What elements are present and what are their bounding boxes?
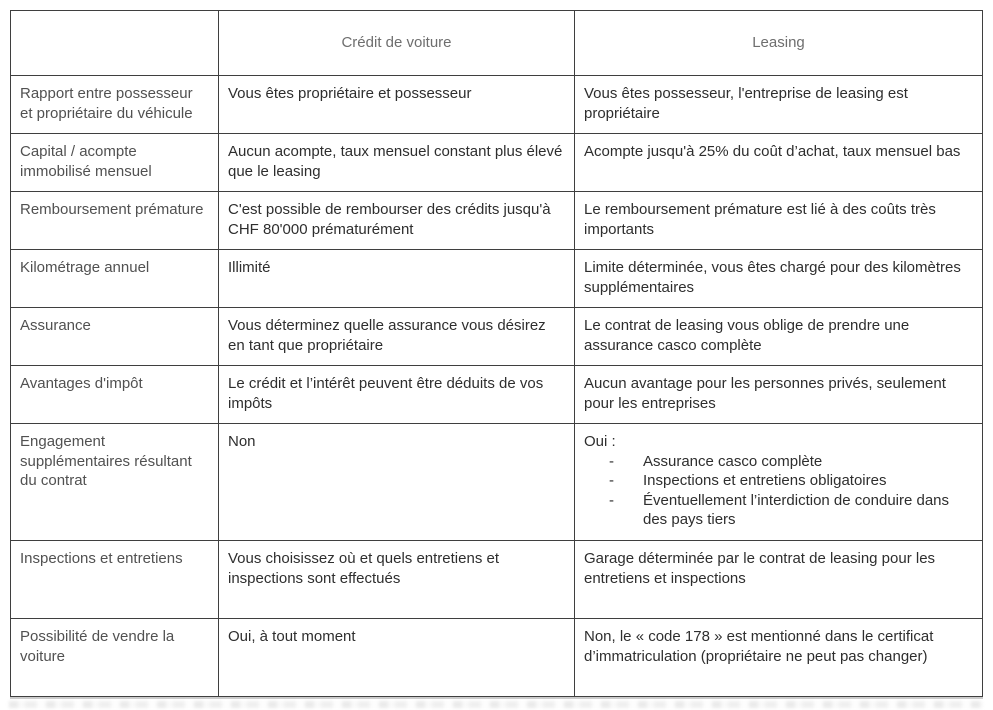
credit-cell: Aucun acompte, taux mensuel constant plus élevé que le leasing xyxy=(219,134,575,192)
row-label: Inspections et entretiens xyxy=(11,541,219,619)
credit-cell: Illimité xyxy=(219,250,575,308)
table-row xyxy=(11,250,983,308)
header-cell-leasing: Leasing xyxy=(575,11,983,76)
table-row xyxy=(11,366,983,424)
list-item: - Inspections et entretiens obligatoires xyxy=(584,471,972,491)
table-row xyxy=(11,134,983,192)
row-label: Assurance xyxy=(11,308,219,366)
credit-cell: Vous choisissez où et quels entretiens et inspections sont effectués xyxy=(219,541,575,619)
table-row xyxy=(11,308,983,366)
leasing-cell: Acompte jusqu'à 25% du coût d’achat, taux mensuel bas xyxy=(575,134,983,192)
row-label: Possibilité de vendre la voiture xyxy=(11,619,219,697)
leasing-cell: Le remboursement prémature est lié à des coûts très importants xyxy=(575,192,983,250)
row-label: Kilométrage annuel xyxy=(11,250,219,308)
row-label: Remboursement prémature xyxy=(11,192,219,250)
cropped-text-remnant xyxy=(9,701,983,708)
leasing-cell: Aucun avantage pour les personnes privés, seulement pour les entreprises xyxy=(575,366,983,424)
comparison-table xyxy=(10,10,983,697)
row-label: Engagement supplémentaires résultant du contrat xyxy=(11,424,219,541)
row-label: Capital / acompte immobilisé mensuel xyxy=(11,134,219,192)
leasing-cell: Vous êtes possesseur, l'entreprise de leasing est propriétaire xyxy=(575,76,983,134)
row-label: Avantages d'impôt xyxy=(11,366,219,424)
credit-cell: Le crédit et l’intérêt peuvent être déduits de vos impôts xyxy=(219,366,575,424)
credit-cell: Vous déterminez quelle assurance vous désirez en tant que propriétaire xyxy=(219,308,575,366)
credit-cell: C'est possible de rembourser des crédits jusqu'à CHF 80'000 prématurément xyxy=(219,192,575,250)
leasing-cell: Le contrat de leasing vous oblige de prendre une assurance casco complète xyxy=(575,308,983,366)
leasing-cell-intro: Oui : xyxy=(584,433,616,450)
table-row xyxy=(11,76,983,134)
table-row xyxy=(11,541,983,619)
leasing-cell: Non, le « code 178 » est mentionné dans le certificat d’immatriculation (propriétaire ne peut pas changer) xyxy=(575,619,983,697)
credit-cell: Non xyxy=(219,424,575,541)
table-row xyxy=(11,192,983,250)
comparison-table-body xyxy=(11,76,983,697)
credit-cell: Vous êtes propriétaire et possesseur xyxy=(219,76,575,134)
leasing-cell: Garage déterminée par le contrat de leasing pour les entretiens et inspections xyxy=(575,541,983,619)
leasing-cell xyxy=(575,424,983,541)
header-cell-credit: Crédit de voiture xyxy=(219,11,575,76)
leasing-obligations-list xyxy=(584,452,972,530)
credit-cell: Oui, à tout moment xyxy=(219,619,575,697)
list-item: - Assurance casco complète xyxy=(584,452,972,472)
leasing-cell: Limite déterminée, vous êtes chargé pour des kilomètres supplémentaires xyxy=(575,250,983,308)
table-row xyxy=(11,424,983,541)
table-row xyxy=(11,619,983,697)
header-cell-empty xyxy=(11,11,219,76)
list-item: - Éventuellement l’interdiction de conduire dans des pays tiers xyxy=(584,491,972,530)
row-label: Rapport entre possesseur et propriétaire du véhicule xyxy=(11,76,219,134)
header-row xyxy=(11,11,983,76)
